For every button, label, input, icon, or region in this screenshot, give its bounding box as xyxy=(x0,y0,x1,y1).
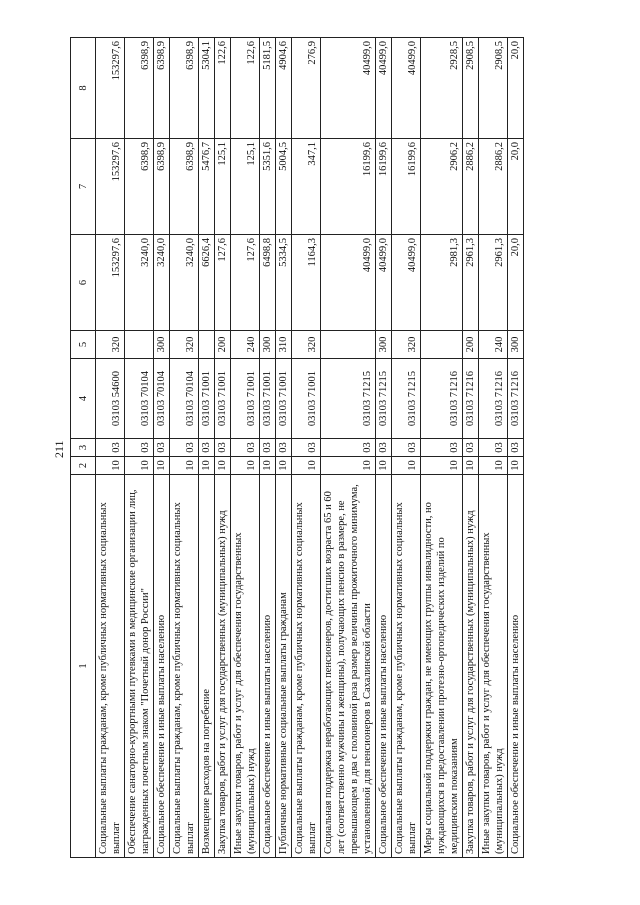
section-code: 10 xyxy=(231,457,260,475)
amount-year-1: 20,0 xyxy=(508,235,524,331)
table-row xyxy=(260,38,276,858)
row-name: Социальное обеспечение и иные выплаты населению xyxy=(376,475,392,858)
table-header-cell: 4 xyxy=(71,359,96,439)
amount-year-3: 2908,5 xyxy=(463,38,479,139)
row-name: Обеспечение санаторно-курортными путевками в медицинские организации лиц, награжденных почетным знаком "Почетный донор России" xyxy=(125,475,154,858)
table-header-row xyxy=(71,38,96,858)
amount-year-2: 20,0 xyxy=(508,139,524,235)
amount-year-1: 2961,3 xyxy=(479,235,508,331)
amount-year-1: 1164,3 xyxy=(292,235,321,331)
target-article-code: 03103 71001 xyxy=(276,359,292,439)
amount-year-3: 122,6 xyxy=(231,38,260,139)
section-code: 10 xyxy=(463,457,479,475)
amount-year-3: 2908,5 xyxy=(479,38,508,139)
table-row xyxy=(392,38,421,858)
subsection-code: 03 xyxy=(96,439,125,457)
expense-type-code: 300 xyxy=(376,331,392,359)
target-article-code: 03103 71216 xyxy=(421,359,463,439)
target-article-code: 03103 70104 xyxy=(170,359,199,439)
table-row xyxy=(421,38,463,858)
target-article-code: 03103 71215 xyxy=(392,359,421,439)
section-code: 10 xyxy=(508,457,524,475)
section-code: 10 xyxy=(154,457,170,475)
section-code: 10 xyxy=(276,457,292,475)
amount-year-2: 125,1 xyxy=(231,139,260,235)
expense-type-code: 200 xyxy=(463,331,479,359)
amount-year-1: 40499,0 xyxy=(376,235,392,331)
amount-year-2: 153297,6 xyxy=(96,139,125,235)
section-code: 10 xyxy=(321,457,376,475)
table-row xyxy=(508,38,524,858)
amount-year-2: 125,1 xyxy=(215,139,231,235)
section-code: 10 xyxy=(392,457,421,475)
subsection-code: 03 xyxy=(276,439,292,457)
table-row xyxy=(479,38,508,858)
amount-year-3: 2928,5 xyxy=(421,38,463,139)
table-row xyxy=(215,38,231,858)
amount-year-3: 6398,9 xyxy=(170,38,199,139)
table-header-cell: 3 xyxy=(71,439,96,457)
table-row xyxy=(376,38,392,858)
target-article-code: 03103 71001 xyxy=(260,359,276,439)
row-name: Возмещение расходов на погребение xyxy=(199,475,215,858)
table-row xyxy=(276,38,292,858)
row-name: Социальное обеспечение и иные выплаты населению xyxy=(154,475,170,858)
target-article-code: 03103 71216 xyxy=(479,359,508,439)
table-row xyxy=(463,38,479,858)
target-article-code: 03103 71216 xyxy=(463,359,479,439)
subsection-code: 03 xyxy=(321,439,376,457)
subsection-code: 03 xyxy=(170,439,199,457)
amount-year-1: 3240,0 xyxy=(154,235,170,331)
row-name: Меры социальной поддержки граждан, не имеющих группы инвалидности, но нуждающихся в предоставлении протезно-ортопедических изделий по медицинским показаниям xyxy=(421,475,463,858)
expense-type-code: 320 xyxy=(292,331,321,359)
amount-year-2: 2886,2 xyxy=(463,139,479,235)
table-row xyxy=(96,38,125,858)
table-row xyxy=(154,38,170,858)
amount-year-2: 6398,9 xyxy=(125,139,154,235)
amount-year-3: 40499,0 xyxy=(321,38,376,139)
expense-type-code xyxy=(321,331,376,359)
rotated-page xyxy=(50,38,590,858)
target-article-code: 03103 71216 xyxy=(508,359,524,439)
table-row xyxy=(231,38,260,858)
amount-year-3: 122,6 xyxy=(215,38,231,139)
section-code: 10 xyxy=(199,457,215,475)
amount-year-3: 40499,0 xyxy=(392,38,421,139)
table-row xyxy=(170,38,199,858)
subsection-code: 03 xyxy=(260,439,276,457)
amount-year-1: 153297,6 xyxy=(96,235,125,331)
amount-year-2: 16199,6 xyxy=(376,139,392,235)
amount-year-1: 3240,0 xyxy=(125,235,154,331)
expense-type-code: 320 xyxy=(392,331,421,359)
table-header-cell: 7 xyxy=(71,139,96,235)
row-name: Социальные выплаты гражданам, кроме публичных нормативных социальных выплат xyxy=(292,475,321,858)
row-name: Социальные выплаты гражданам, кроме публичных нормативных социальных выплат xyxy=(96,475,125,858)
section-code: 10 xyxy=(170,457,199,475)
subsection-code: 03 xyxy=(292,439,321,457)
amount-year-3: 5181,5 xyxy=(260,38,276,139)
amount-year-1: 3240,0 xyxy=(170,235,199,331)
subsection-code: 03 xyxy=(231,439,260,457)
expense-type-code: 300 xyxy=(154,331,170,359)
amount-year-2: 5351,6 xyxy=(260,139,276,235)
table-row xyxy=(292,38,321,858)
row-name: Иные закупки товаров, работ и услуг для обеспечения государственных (муниципальных) нужд xyxy=(479,475,508,858)
expense-type-code: 310 xyxy=(276,331,292,359)
amount-year-3: 6398,9 xyxy=(125,38,154,139)
amount-year-2: 347,1 xyxy=(292,139,321,235)
amount-year-3: 6398,9 xyxy=(154,38,170,139)
expense-type-code xyxy=(199,331,215,359)
row-name: Закупка товаров, работ и услуг для государственных (муниципальных) нужд xyxy=(463,475,479,858)
section-code: 10 xyxy=(125,457,154,475)
subsection-code: 03 xyxy=(463,439,479,457)
subsection-code: 03 xyxy=(376,439,392,457)
target-article-code: 03103 71001 xyxy=(292,359,321,439)
amount-year-1: 6498,8 xyxy=(260,235,276,331)
amount-year-3: 40499,0 xyxy=(376,38,392,139)
section-code: 10 xyxy=(96,457,125,475)
amount-year-3: 20,0 xyxy=(508,38,524,139)
section-code: 10 xyxy=(292,457,321,475)
target-article-code: 03103 71001 xyxy=(231,359,260,439)
subsection-code: 03 xyxy=(125,439,154,457)
table-row xyxy=(125,38,154,858)
amount-year-3: 153297,6 xyxy=(96,38,125,139)
table-row xyxy=(199,38,215,858)
section-code: 10 xyxy=(376,457,392,475)
subsection-code: 03 xyxy=(215,439,231,457)
section-code: 10 xyxy=(260,457,276,475)
amount-year-1: 40499,0 xyxy=(392,235,421,331)
table-header-cell: 8 xyxy=(71,38,96,139)
table-row xyxy=(321,38,376,858)
table-header-cell: 5 xyxy=(71,331,96,359)
target-article-code: 03103 54600 xyxy=(96,359,125,439)
amount-year-1: 2981,3 xyxy=(421,235,463,331)
row-name: Социальное обеспечение и иные выплаты населению xyxy=(260,475,276,858)
amount-year-3: 5304,1 xyxy=(199,38,215,139)
page-number: 211 xyxy=(52,440,66,458)
amount-year-2: 2906,2 xyxy=(421,139,463,235)
subsection-code: 03 xyxy=(199,439,215,457)
expense-type-code xyxy=(125,331,154,359)
row-name: Публичные нормативные социальные выплаты гражданам xyxy=(276,475,292,858)
row-name: Социальное обеспечение и иные выплаты населению xyxy=(508,475,524,858)
section-code: 10 xyxy=(479,457,508,475)
row-name: Социальные выплаты гражданам, кроме публичных нормативных социальных выплат xyxy=(170,475,199,858)
amount-year-1: 127,6 xyxy=(231,235,260,331)
expense-type-code: 240 xyxy=(479,331,508,359)
amount-year-2: 6398,9 xyxy=(170,139,199,235)
subsection-code: 03 xyxy=(508,439,524,457)
amount-year-1: 5334,5 xyxy=(276,235,292,331)
table-header-cell: 6 xyxy=(71,235,96,331)
target-article-code: 03103 71215 xyxy=(376,359,392,439)
amount-year-1: 127,6 xyxy=(215,235,231,331)
amount-year-3: 276,9 xyxy=(292,38,321,139)
target-article-code: 03103 71001 xyxy=(215,359,231,439)
target-article-code: 03103 71001 xyxy=(199,359,215,439)
budget-table xyxy=(70,37,524,858)
amount-year-2: 16199,6 xyxy=(321,139,376,235)
expense-type-code: 320 xyxy=(96,331,125,359)
amount-year-2: 2886,2 xyxy=(479,139,508,235)
expense-type-code: 300 xyxy=(260,331,276,359)
amount-year-2: 5004,5 xyxy=(276,139,292,235)
section-code: 10 xyxy=(421,457,463,475)
table-header-cell: 1 xyxy=(71,475,96,858)
row-name: Закупка товаров, работ и услуг для государственных (муниципальных) нужд xyxy=(215,475,231,858)
expense-type-code: 320 xyxy=(170,331,199,359)
target-article-code: 03103 70104 xyxy=(125,359,154,439)
amount-year-1: 40499,0 xyxy=(321,235,376,331)
row-name: Социальная поддержка неработающих пенсионеров, достигших возраста 65 и 60 лет (соответственно мужчины и женщины), получающих пенсию в размере, не превышающем в два с половиной раза размер величины прожиточного минимума, установленной для пенсионеров в Сахалинской области xyxy=(321,475,376,858)
target-article-code: 03103 71215 xyxy=(321,359,376,439)
expense-type-code: 300 xyxy=(508,331,524,359)
expense-type-code xyxy=(421,331,463,359)
subsection-code: 03 xyxy=(154,439,170,457)
amount-year-3: 4904,6 xyxy=(276,38,292,139)
subsection-code: 03 xyxy=(392,439,421,457)
row-name: Иные закупки товаров, работ и услуг для обеспечения государственных (муниципальных) нужд xyxy=(231,475,260,858)
amount-year-2: 5476,7 xyxy=(199,139,215,235)
amount-year-1: 6626,4 xyxy=(199,235,215,331)
row-name: Социальные выплаты гражданам, кроме публичных нормативных социальных выплат xyxy=(392,475,421,858)
expense-type-code: 200 xyxy=(215,331,231,359)
expense-type-code: 240 xyxy=(231,331,260,359)
table-header-cell: 2 xyxy=(71,457,96,475)
target-article-code: 03103 70104 xyxy=(154,359,170,439)
section-code: 10 xyxy=(215,457,231,475)
subsection-code: 03 xyxy=(479,439,508,457)
amount-year-2: 6398,9 xyxy=(154,139,170,235)
amount-year-2: 16199,6 xyxy=(392,139,421,235)
subsection-code: 03 xyxy=(421,439,463,457)
amount-year-1: 2961,3 xyxy=(463,235,479,331)
